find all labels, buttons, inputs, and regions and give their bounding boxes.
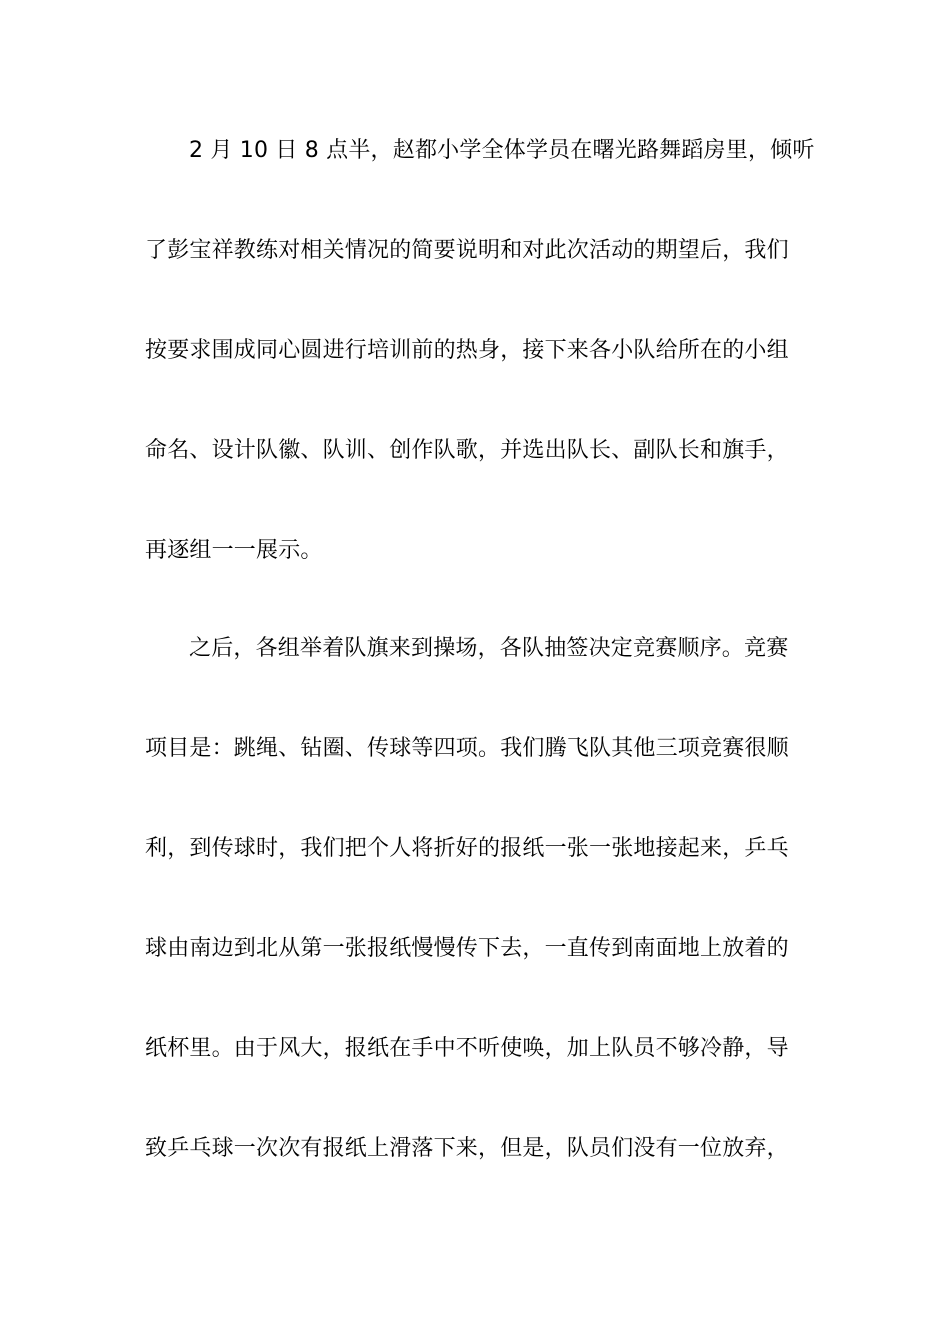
text-line: 再逐组一一展示。 [145, 538, 323, 563]
text-line: 命名、设计队徽、队训、创作队歌，并选出队长、副队长和旗手， [145, 438, 789, 463]
text-line: 之后，各组举着队旗来到操场，各队抽签决定竞赛顺序。竞赛 [189, 636, 789, 661]
text-line: 球由南边到北从第一张报纸慢慢传下去，一直传到南面地上放着的 [145, 936, 789, 961]
text-line: 致乒乓球一次次有报纸上滑落下来，但是，队员们没有一位放弃， [145, 1136, 789, 1161]
text-line: 了彭宝祥教练对相关情况的简要说明和对此次活动的期望后，我们 [145, 238, 789, 263]
text-line: 纸杯里。由于风大，报纸在手中不听使唤，加上队员不够冷静，导 [145, 1036, 789, 1061]
text-line: 利，到传球时，我们把个人将折好的报纸一张一张地接起来，乒乓 [145, 836, 789, 861]
text-line: 按要求围成同心圆进行培训前的热身，接下来各小队给所在的小组 [145, 338, 789, 363]
text-line: 2 月 10 日 8 点半，赵都小学全体学员在曙光路舞蹈房里，倾听 [189, 138, 815, 163]
text-line: 项目是：跳绳、钻圈、传球等四项。我们腾飞队其他三项竞赛很顺 [145, 736, 789, 761]
